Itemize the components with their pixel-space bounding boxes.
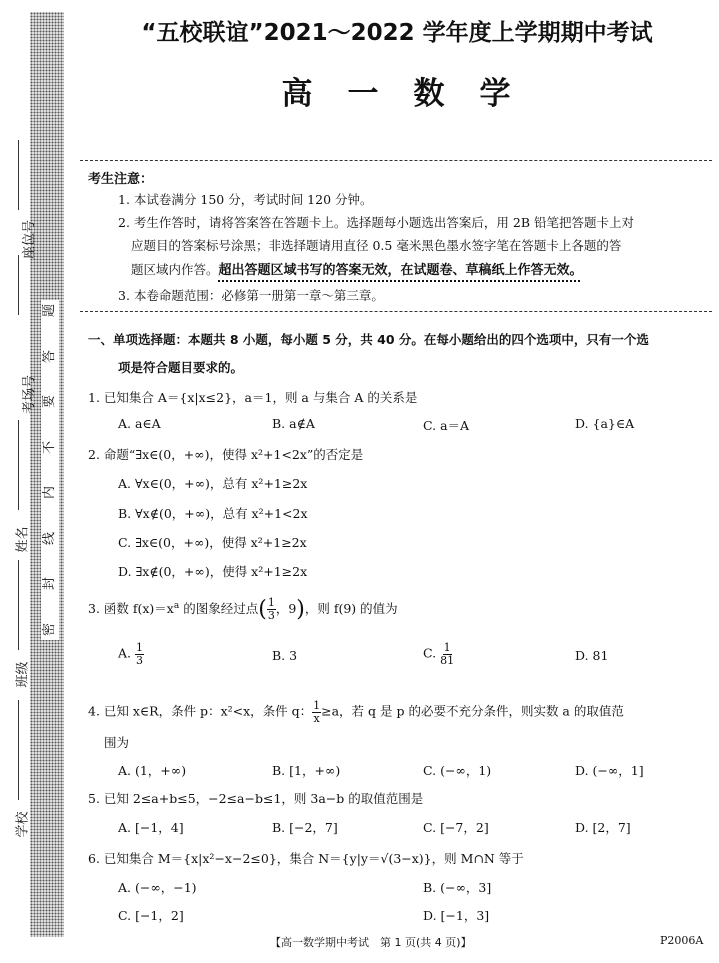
q6-option-d: D. [−1，3] <box>423 908 490 923</box>
seal-char: 密 <box>42 622 58 636</box>
q1-option-d: D. {a}∈A <box>575 416 635 431</box>
exam-room-line <box>18 420 19 510</box>
q3-option-b: B. 3 <box>272 648 298 663</box>
seal-char: 答 <box>42 349 58 363</box>
q1-option-a: A. a∈A <box>118 416 161 431</box>
class-line <box>18 700 19 800</box>
q3-option-d: D. 81 <box>575 648 609 663</box>
question-3-stem: 3. 函数 $f(x)=x^a$ 的图象经过点( $\frac{1}{3}$ ，9)，则 f(9) 的值为 <box>88 596 398 622</box>
name-line <box>18 560 19 650</box>
question-6-stem: 6. 已知集合 M＝{x|x²−x−2≤0}，集合 N＝{y|y＝√(3−x)}，则 M∩N 等于 <box>88 851 524 866</box>
seal-char: 题 <box>42 303 58 318</box>
q4-fraction: $\frac{1}{x}$ <box>313 699 321 725</box>
seal-char: 要 <box>42 395 58 409</box>
seal-char: 线 <box>42 531 58 545</box>
exam-room-label: 考场号 <box>22 374 38 415</box>
notice-heading: 考生注意： <box>88 172 154 187</box>
q6-option-c: C. [−1，2] <box>118 908 184 923</box>
q3-option-a-fraction: $\frac{1}{3}$ <box>136 641 143 667</box>
q4-option-d: D. (−∞，1] <box>575 763 644 778</box>
question-1-stem: 1. 已知集合 A＝{x|x≤2}，a＝1，则 a 与集合 A 的关系是 <box>88 390 418 405</box>
q3-point-fraction: $\frac{1}{3}$ <box>267 596 275 622</box>
q3-option-c: C. $\frac{1}{81}$ <box>423 641 455 667</box>
school-label: 学校 <box>15 811 31 838</box>
notice-item-2-cont: 应题目的答案标号涂黑；非选择题请用直径 0.5 毫米黑色墨水签字笔在答题卡上各题的答 <box>131 238 622 253</box>
q2-option-c: C. ∃x∈(0，+∞)，使得 x²+1≥2x <box>118 535 307 550</box>
q6-option-a: A. (−∞，−1) <box>118 880 197 895</box>
q3-option-a: A. $\frac{1}{3}$ <box>118 641 143 667</box>
q4-option-a: A. (1，+∞) <box>118 763 187 778</box>
notice-item-1: 1. 本试卷满分 150 分，考试时间 120 分钟。 <box>118 192 373 207</box>
question-4-stem-cont: 围为 <box>104 735 130 750</box>
section-heading: 一、单项选择题：本题共 8 小题，每小题 5 分，共 40 分。在每小题给出的四个选项中，只有一个选 <box>88 332 649 347</box>
q4-stem-a: 4. 已知 x∈R，条件 p：x²<x，条件 q： <box>88 703 313 719</box>
q4-option-b: B. [1，+∞) <box>272 763 341 778</box>
q4-stem-b: ≥a，若 q 是 p 的必要不充分条件，则实数 a 的取值范 <box>321 703 624 719</box>
seal-char: 不 <box>42 440 58 454</box>
q5-option-c: C. [−7，2] <box>423 820 489 835</box>
seat-number-label: 座位号 <box>22 219 38 260</box>
footer-code: P2006A <box>660 934 704 947</box>
seal-char: 内 <box>42 486 58 500</box>
notice-item-2: 2. 考生作答时，请将答案答在答题卡上。选择题每小题选出答案后，用 2B 铅笔把答题卡上对 <box>118 215 634 230</box>
q3-exponent: a <box>173 600 180 611</box>
q2-option-d: D. ∃x∉(0，+∞)，使得 x²+1≥2x <box>118 564 308 579</box>
q5-option-b: B. [−2，7] <box>272 820 338 835</box>
seal-line-text <box>41 300 59 640</box>
q3-stem-b: 的图象经过点 <box>179 601 259 616</box>
name-label: 姓名 <box>15 526 31 553</box>
q5-option-d: D. [2，7] <box>575 820 631 835</box>
q5-option-a: A. [−1，4] <box>118 820 184 835</box>
question-5-stem: 5. 已知 2≤a+b≤5，−2≤a−b≤1，则 3a−b 的取值范围是 <box>88 791 424 806</box>
q3-option-c-fraction: $\frac{1}{81}$ <box>440 641 455 667</box>
notice-item-2-plain: 题区域内作答。 <box>131 262 219 277</box>
seat-number-line-2 <box>18 255 19 315</box>
q3-stem-a: 3. 函数 f(x)＝x <box>88 601 174 616</box>
exam-title: “五校联谊”2021～2022 学年度上学期期中考试 <box>141 20 653 46</box>
question-4-stem <box>88 700 624 724</box>
question-2-stem: 2. 命题“∃x∈(0，+∞)，使得 x²+1<2x”的否定是 <box>88 447 364 462</box>
q1-option-c: C. a＝A <box>423 418 470 433</box>
seat-number-line <box>18 140 19 210</box>
section-heading-cont: 项是符合题目要求的。 <box>118 360 244 375</box>
footer-page-info: 【高一数学期中考试 第 1 页(共 4 页)】 <box>270 936 472 949</box>
q4-option-c: C. (−∞，1) <box>423 763 492 778</box>
q6-option-b: B. (−∞，3] <box>423 880 492 895</box>
q2-option-b: B. ∀x∉(0，+∞)，总有 x²+1<2x <box>118 506 308 521</box>
notice-item-2-end <box>131 259 583 278</box>
q1-option-b: B. a∉A <box>272 416 315 431</box>
class-label: 班级 <box>15 661 31 688</box>
q2-option-a: A. ∀x∈(0，+∞)，总有 x²+1≥2x <box>118 476 308 491</box>
notice-emphasis: 超出答题区域书写的答案无效，在试题卷、草稿纸上作答无效。 <box>218 263 583 278</box>
notice-item-3: 3. 本卷命题范围：必修第一册第一章～第三章。 <box>118 288 384 303</box>
subject-title: 高 一 数 学 <box>281 76 513 112</box>
q3-point-y: ，9 <box>275 601 297 616</box>
seal-char: 封 <box>42 577 58 591</box>
q3-stem-c: ，则 f(9) 的值为 <box>304 601 398 616</box>
